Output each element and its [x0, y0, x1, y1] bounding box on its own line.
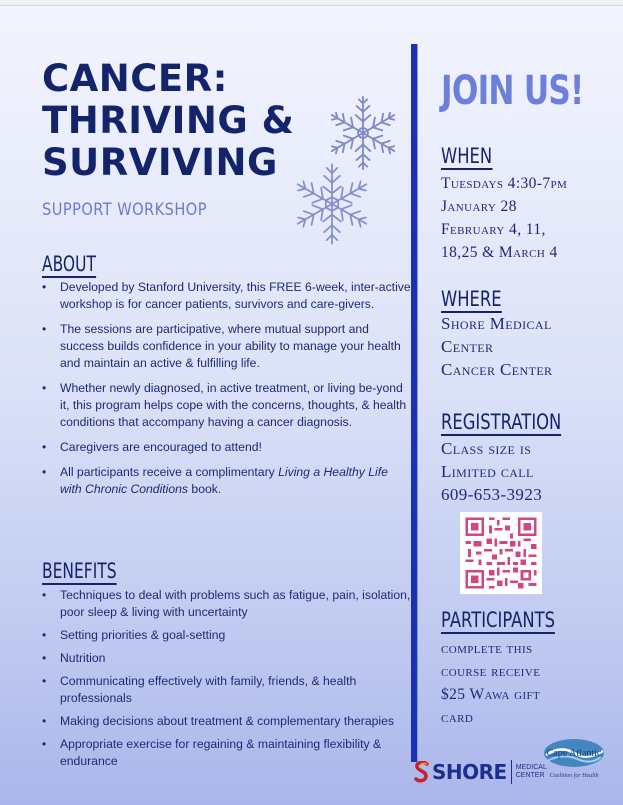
title-line-2: THRIVING &	[42, 99, 295, 142]
where-line: Shore Medical	[441, 314, 552, 333]
top-rule	[0, 0, 623, 6]
book-title: Living a Healthy Life with Chronic Conditions	[60, 465, 388, 496]
cape-logo-tagline: Coalition for Health	[549, 773, 599, 779]
where-heading: WHERE	[441, 287, 502, 311]
list-item: • Setting priorities & goal-setting	[42, 627, 412, 644]
cape-atlantic-logo	[541, 733, 607, 785]
when-heading: WHEN	[441, 144, 493, 168]
list-item: • Communicating effectively with family, friends, & health professionals	[42, 673, 412, 707]
when-line: February 4, 11,	[441, 221, 546, 238]
snowflake-icon	[288, 160, 376, 248]
list-item: • Whether newly diagnosed, in active treatment, or living be-yond it, this program helps cope with the concerns, thoughts, & health conditions that accompany having a cancer diagnosis.	[42, 380, 412, 431]
participants-details	[441, 637, 611, 729]
list-item: • The sessions are participative, where mutual support and success builds confidence in your ability to manage your health and maintain an active & fulfilling life.	[42, 321, 412, 372]
list-item: • Appropriate exercise for regaining & maintaining flexibility & endurance	[42, 736, 412, 770]
benefits-heading: BENEFITS	[42, 559, 117, 583]
when-line: January 28	[441, 198, 517, 215]
logo-divider	[511, 760, 512, 784]
list-item	[42, 464, 412, 498]
column-divider	[411, 44, 417, 762]
where-line: Cancer Center	[441, 360, 553, 379]
participants-line: card	[441, 709, 474, 726]
where-line: Center	[441, 337, 494, 356]
where-details	[441, 312, 611, 381]
list-item: • Techniques to deal with problems such as fatigue, pain, isolation, poor sleep & living with uncertainty	[42, 587, 412, 621]
participants-line: complete this	[441, 640, 533, 657]
participants-line: course receive	[441, 663, 541, 680]
participants-heading: PARTICIPANTS	[441, 608, 556, 632]
registration-heading: REGISTRATION	[441, 410, 562, 434]
list-item: • Developed by Stanford University, this FREE 6-week, inter-active workshop is for cancer patients, survivors and care-givers.	[42, 279, 412, 313]
list-item: • Nutrition	[42, 650, 412, 667]
registration-details	[441, 437, 611, 506]
cape-logo-name: Cape Atlantic	[546, 748, 602, 759]
book-text-before: All participants receive a complimentary	[60, 465, 279, 479]
benefits-list	[42, 587, 412, 776]
flyer-subtitle: SUPPORT WORKSHOP	[42, 200, 207, 220]
shore-wordmark: SHORE	[432, 760, 507, 784]
shore-sub-line: MEDICAL	[515, 764, 547, 771]
title-line-1: CANCER:	[42, 57, 228, 100]
about-list	[42, 279, 412, 506]
when-line: 18,25 & March 4	[441, 244, 558, 261]
shore-medical-logo	[414, 760, 547, 784]
registration-phone: 609-653-3923	[441, 485, 543, 504]
shore-sub-line: CENTER	[515, 772, 545, 779]
participants-line: $25 Wawa gift	[441, 686, 541, 703]
join-us-heading: JOIN US!	[441, 68, 584, 114]
list-item: • Making decisions about treatment & complementary therapies	[42, 713, 412, 730]
title-line-3: SURVIVING	[42, 141, 278, 184]
when-details	[441, 172, 611, 264]
registration-line: Class size is	[441, 439, 532, 458]
about-heading: ABOUT	[42, 252, 96, 276]
list-item: • Caregivers are encouraged to attend!	[42, 439, 412, 456]
qr-code[interactable]	[460, 512, 542, 594]
registration-line: Limited call	[441, 462, 534, 481]
when-line: Tuesdays 4:30-7pm	[441, 175, 568, 192]
book-text-after: book.	[188, 482, 222, 496]
shore-s-icon	[414, 761, 430, 783]
